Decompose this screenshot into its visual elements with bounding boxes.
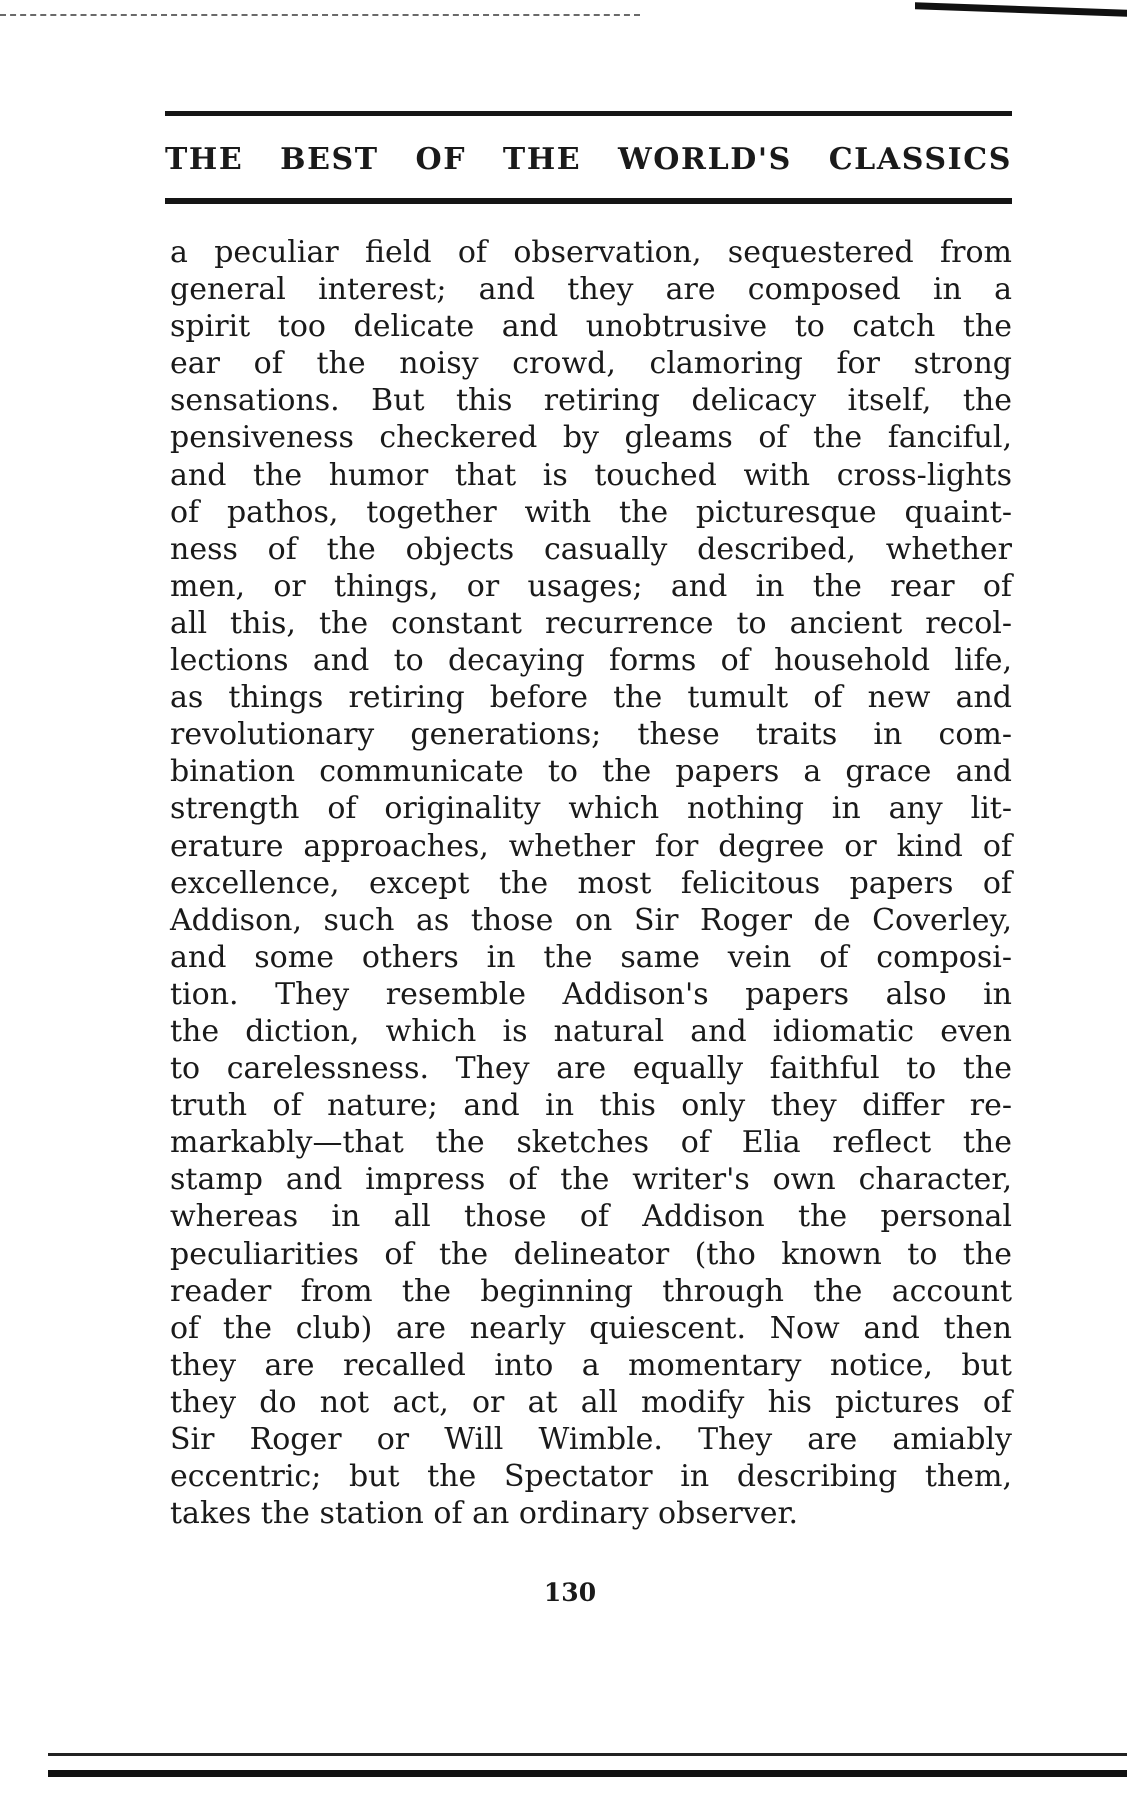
scan-edge-dashes [0, 14, 640, 16]
text-line: of the club) are nearly quiescent. Now and then [170, 1310, 1012, 1346]
text-line: lections and to decaying forms of household life, [170, 643, 1012, 679]
text-line: pensiveness checkered by gleams of the fanciful, [170, 420, 1012, 456]
text-line: and some others in the same vein of composi- [170, 939, 1012, 975]
text-line: strength of originality which nothing in any lit- [170, 791, 1012, 827]
text-line: peculiarities of the delineator (tho known to the [170, 1236, 1012, 1272]
text-line: all this, the constant recurrence to ancient recol- [170, 605, 1012, 641]
text-line: Sir Roger or Will Wimble. They are amiably [170, 1422, 1012, 1457]
text-line: as things retiring before the tumult of new and [170, 680, 1012, 716]
text-line: of pathos, together with the picturesque quaint- [170, 494, 1012, 530]
footer-rule-thin [48, 1753, 1127, 1756]
text-line: a peculiar field of observation, sequestered from [170, 235, 1012, 270]
text-line: general interest; and they are composed in a [170, 272, 1012, 308]
text-line: stamp and impress of the writer's own character, [170, 1162, 1012, 1198]
text-line: ear of the noisy crowd, clamoring for strong [170, 346, 1012, 382]
text-line: the diction, which is natural and idiomatic even [170, 1013, 1012, 1049]
header-rule-top [165, 111, 1012, 116]
scan-edge-mark [915, 2, 1127, 16]
text-line: bination communicate to the papers a grace and [170, 754, 1012, 790]
text-line: revolutionary generations; these traits in com- [170, 717, 1012, 753]
text-line: erature approaches, whether for degree or kind of [170, 828, 1012, 864]
text-line: and the humor that is touched with cross-lights [170, 457, 1012, 493]
text-line: to carelessness. They are equally faithful to the [170, 1051, 1012, 1087]
text-line: sensations. But this retiring delicacy itself, the [170, 383, 1012, 419]
text-line: Addison, such as those on Sir Roger de Coverley, [170, 902, 1012, 938]
text-line: truth of nature; and in this only they differ re- [170, 1088, 1012, 1124]
footer-rule-thick [48, 1770, 1127, 1777]
text-line: excellence, except the most felicitous papers of [170, 865, 1012, 901]
body-text [170, 234, 1012, 1532]
text-line: they do not act, or at all modify his pictures of [170, 1384, 1012, 1420]
text-line: tion. They resemble Addison's papers also in [170, 976, 1012, 1012]
text-line: takes the station of an ordinary observer. [170, 1496, 799, 1532]
text-line: ness of the objects casually described, whether [170, 531, 1012, 567]
text-line: they are recalled into a momentary notice, but [170, 1347, 1012, 1383]
text-line: reader from the beginning through the account [170, 1273, 1012, 1309]
text-line: men, or things, or usages; and in the rear of [170, 568, 1012, 604]
header-rule-bottom [165, 198, 1012, 204]
text-line: whereas in all those of Addison the personal [170, 1199, 1012, 1235]
running-head: THE BEST OF THE WORLD'S CLASSICS [165, 142, 1012, 177]
text-line: eccentric; but the Spectator in describing them, [170, 1459, 1012, 1495]
text-line: spirit too delicate and unobtrusive to catch the [170, 309, 1012, 345]
page-number: 130 [543, 1578, 597, 1607]
text-line: markably—that the sketches of Elia reflect the [170, 1125, 1012, 1161]
